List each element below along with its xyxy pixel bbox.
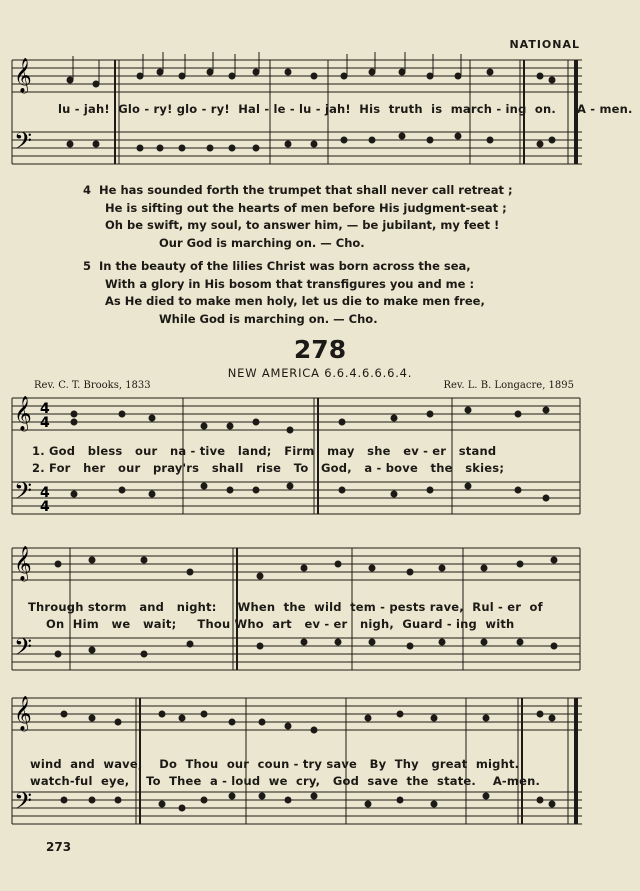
- tune-name: NEW AMERICA 6.6.4.6.6.6.4.: [227, 366, 413, 380]
- svg-text:4: 4: [40, 415, 50, 431]
- svg-text:4: 4: [40, 401, 50, 417]
- prev-hymn-lyric-line: lu - jah! Glo - ry! glo - ry! Hal - le - lu - jah! His truth is march - ing on. A - men.: [58, 102, 633, 116]
- svg-text:𝄢: 𝄢: [14, 633, 33, 666]
- system-3-verse-1: wind and wave, Do Thou our coun - try save By Thy great might.: [30, 757, 520, 771]
- system-1-verse-1: 1. God bless our na - tive land; Firm may she ev - er stand: [32, 444, 497, 458]
- section-title: NATIONAL: [509, 38, 580, 51]
- verse-number: 4: [83, 183, 92, 197]
- author-credit: Rev. C. T. Brooks, 1833: [34, 380, 151, 391]
- system-2-verse-2: On Him we wait; Thou Who art ev - er nigh, Guard - ing with: [46, 617, 515, 631]
- svg-text:𝄢: 𝄢: [14, 127, 33, 160]
- verse-4: [83, 182, 513, 252]
- svg-text:𝄞: 𝄞: [14, 696, 32, 731]
- svg-text:𝄞: 𝄞: [14, 396, 32, 431]
- svg-text:𝄞: 𝄞: [14, 546, 32, 581]
- svg-text:4: 4: [40, 499, 50, 515]
- verse-5: [83, 258, 485, 328]
- svg-text:𝄢: 𝄢: [14, 477, 33, 510]
- system-3-verse-2: watch-ful eye, To Thee a - loud we cry, God save the state. A-men.: [30, 774, 541, 788]
- verse-line: As He died to make men holy, let us die to make men free,: [105, 294, 485, 308]
- verse-line: With a glory in His bosom that transfigures you and me :: [105, 276, 475, 291]
- svg-text:𝄢: 𝄢: [14, 787, 33, 820]
- verse-line: Our God is marching on. — Cho.: [159, 235, 365, 250]
- verse-line: In the beauty of the lilies Christ was born across the sea,: [99, 259, 471, 273]
- system-1-verse-2: 2. For her our pray'rs shall rise To God, a - bove the skies;: [32, 461, 505, 475]
- svg-text:𝄞: 𝄞: [14, 58, 32, 93]
- page-number: 273: [46, 840, 72, 854]
- verse-line: While God is marching on. — Cho.: [159, 311, 378, 326]
- verse-line: He has sounded forth the trumpet that shall never call retreat ;: [99, 183, 513, 197]
- hymn-number: 278: [293, 335, 347, 364]
- composer-credit: Rev. L. B. Longacre, 1895: [443, 380, 574, 391]
- svg-text:4: 4: [40, 485, 50, 501]
- verse-line: He is sifting out the hearts of men before His judgment-seat ;: [105, 200, 507, 215]
- verse-number: 5: [83, 259, 92, 273]
- verse-line: Oh be swift, my soul, to answer him, — be jubilant, my feet !: [105, 218, 500, 232]
- system-2-verse-1: Through storm and night: When the wild tem - pests rave, Rul - er of: [28, 600, 543, 614]
